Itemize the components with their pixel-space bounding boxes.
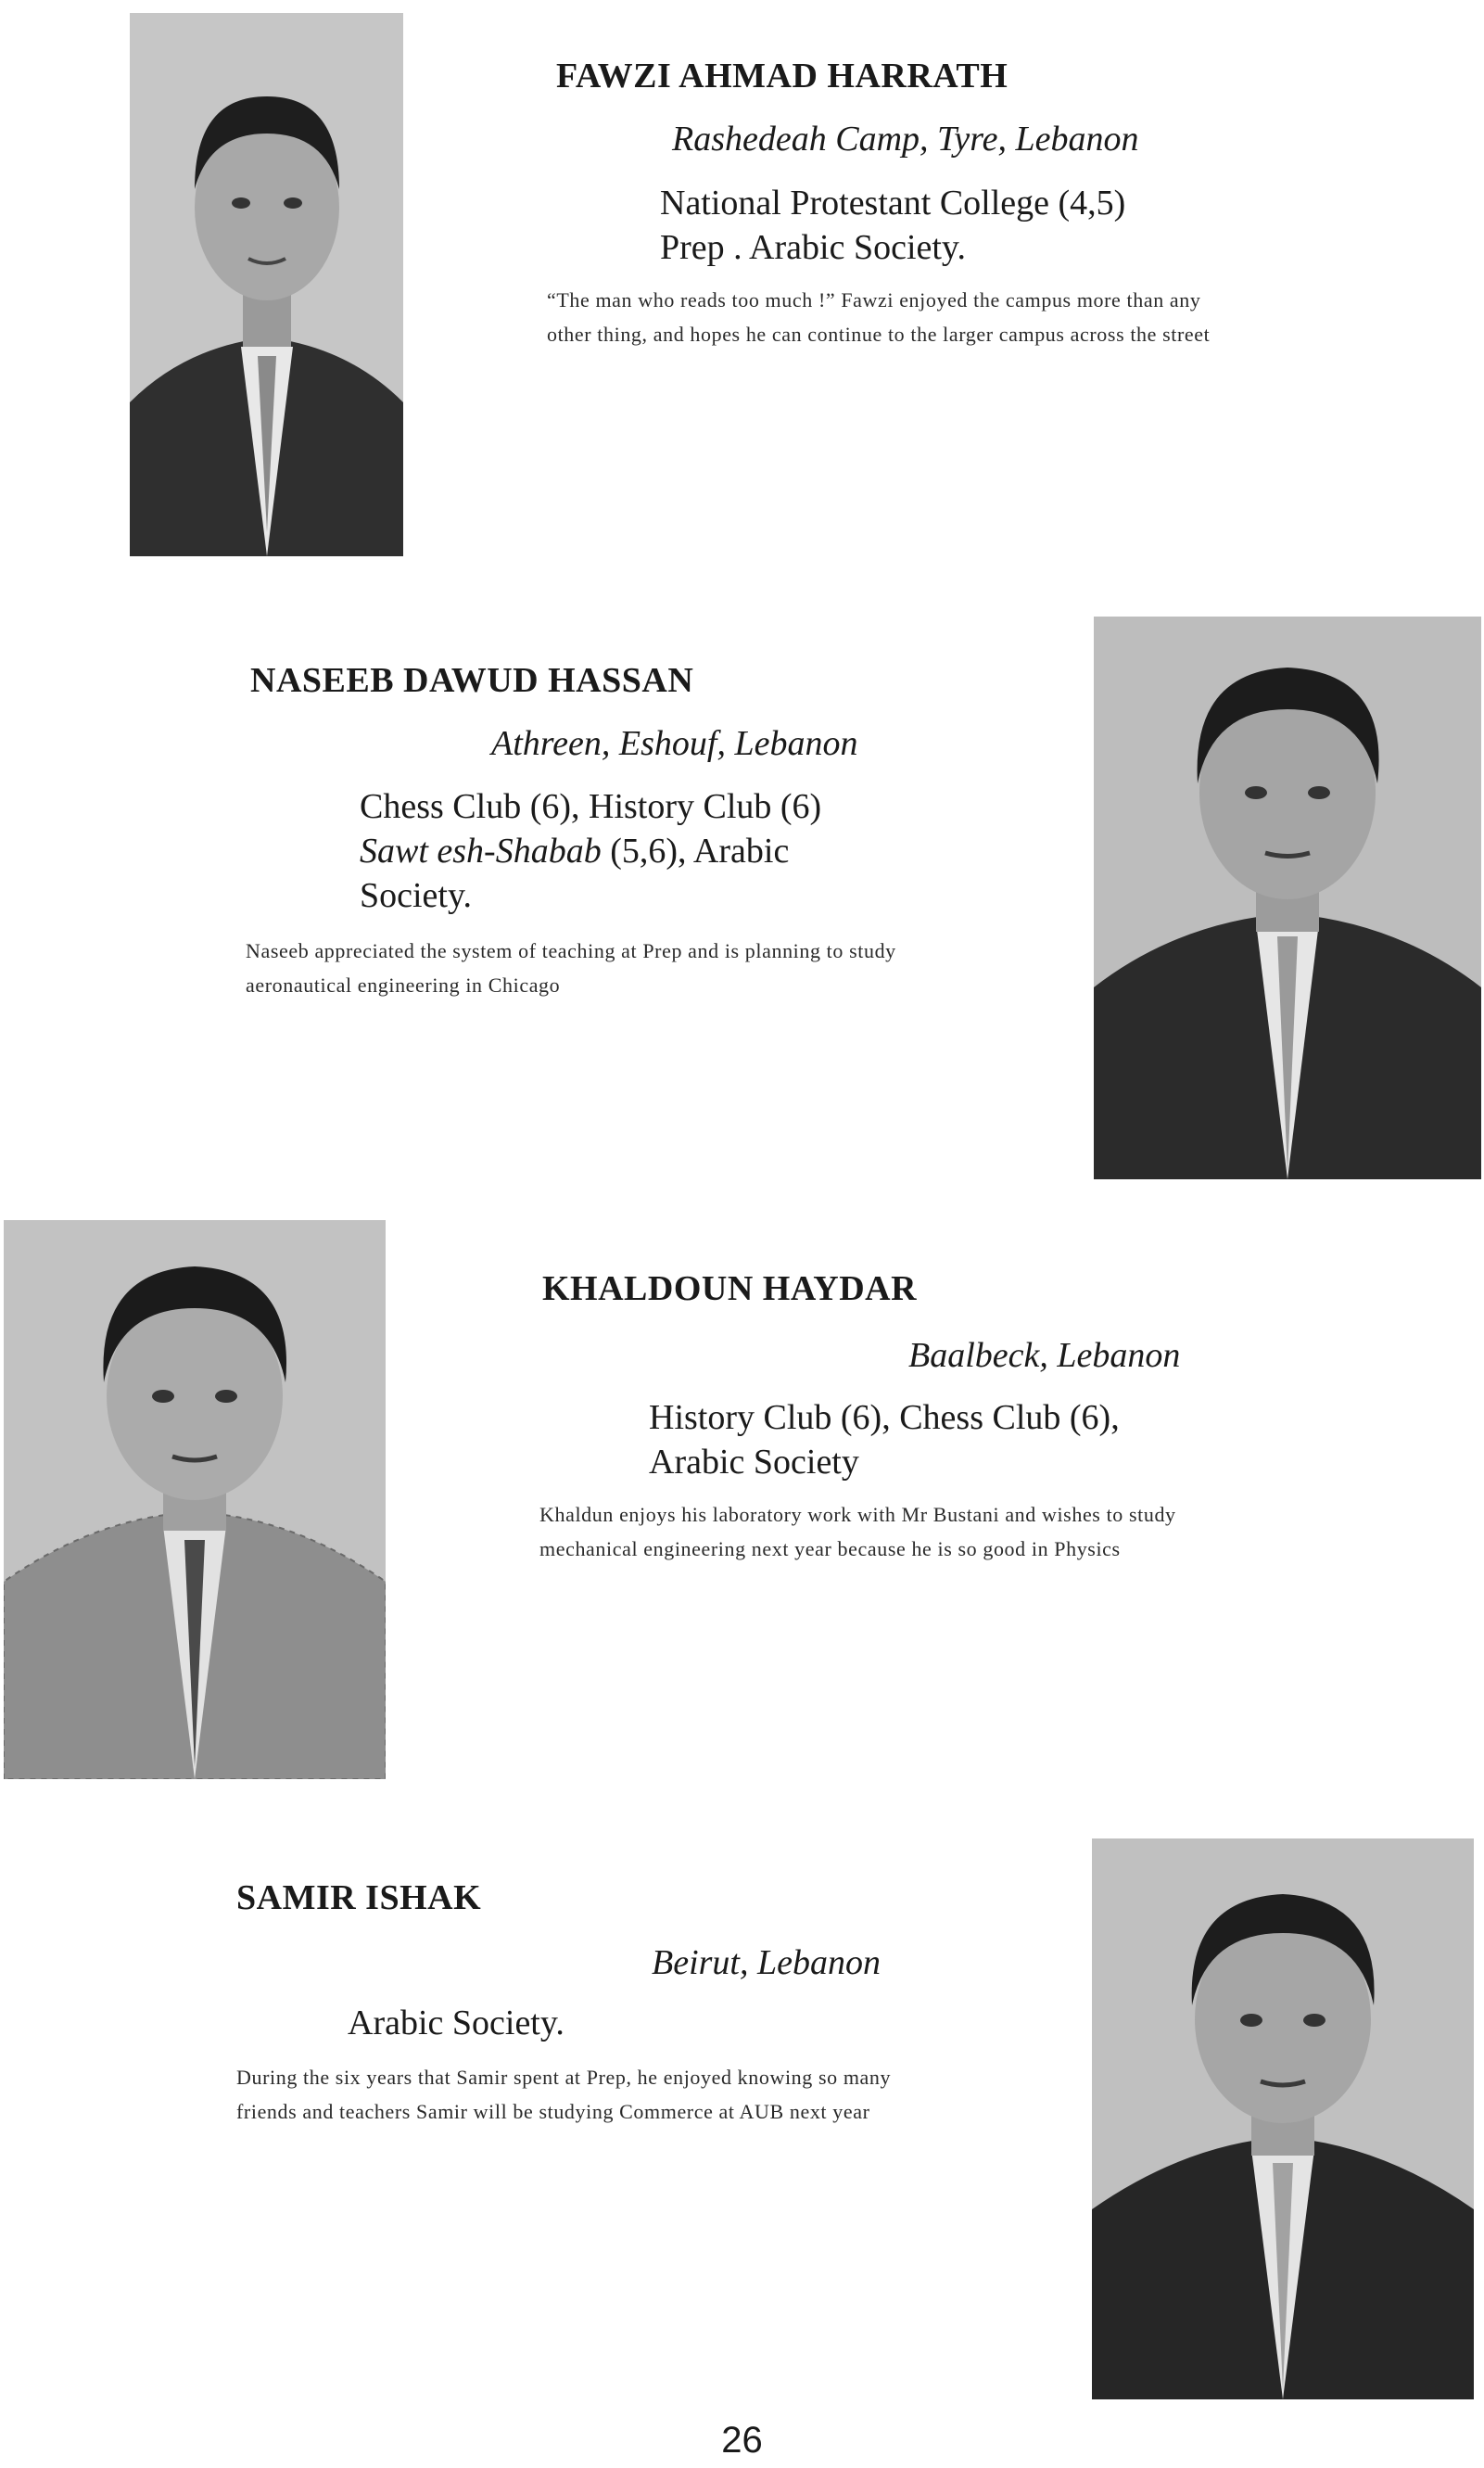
student-description: Khaldun enjoys his laboratory work with Mr Bustani and wishes to study mechanical engineering next year because he is so good in Physics xyxy=(539,1503,1176,1560)
student-description: “The man who reads too much !” Fawzi enjoyed the campus more than any other thing, and hopes he can continue to the larger campus across the street xyxy=(547,288,1211,346)
portrait-khaldoun-haydar xyxy=(4,1220,386,1779)
student-description: During the six years that Samir spent at Prep, he enjoyed knowing so many friends and teachers Samir will be studying Commerce at AUB next year xyxy=(236,2066,892,2123)
student-activities: History Club (6), Chess Club (6), Arabic Society xyxy=(649,1398,1120,1482)
student-activities: National Protestant College (4,5) Prep . Arabic Society. xyxy=(660,184,1126,267)
portrait-naseeb-hassan xyxy=(1094,617,1481,1179)
student-name: NASEEB DAWUD HASSAN xyxy=(250,661,694,700)
student-description: Naseeb appreciated the system of teaching at Prep and is planning to study aeronautical engineering in Chicago xyxy=(246,939,896,997)
student-activities: Arabic Society. xyxy=(348,2004,564,2042)
student-activities: Chess Club (6), History Club (6) Sawt esh-Shabab (5,6), Arabic Society. xyxy=(360,787,822,915)
portrait-fawzi-harrath xyxy=(130,13,403,556)
student-hometown: Athreen, Eshouf, Lebanon xyxy=(491,724,858,763)
newspaper-title: Sawt esh-Shabab xyxy=(360,832,602,871)
student-hometown: Rashedeah Camp, Tyre, Lebanon xyxy=(672,120,1139,159)
student-name: SAMIR ISHAK xyxy=(236,1878,482,1917)
student-name: KHALDOUN HAYDAR xyxy=(542,1269,918,1308)
student-name: FAWZI AHMAD HARRATH xyxy=(556,57,1008,95)
student-hometown: Baalbeck, Lebanon xyxy=(908,1336,1181,1375)
portrait-samir-ishak xyxy=(1092,1838,1474,2399)
student-hometown: Beirut, Lebanon xyxy=(652,1943,881,1982)
page-number: 26 xyxy=(721,2420,763,2461)
